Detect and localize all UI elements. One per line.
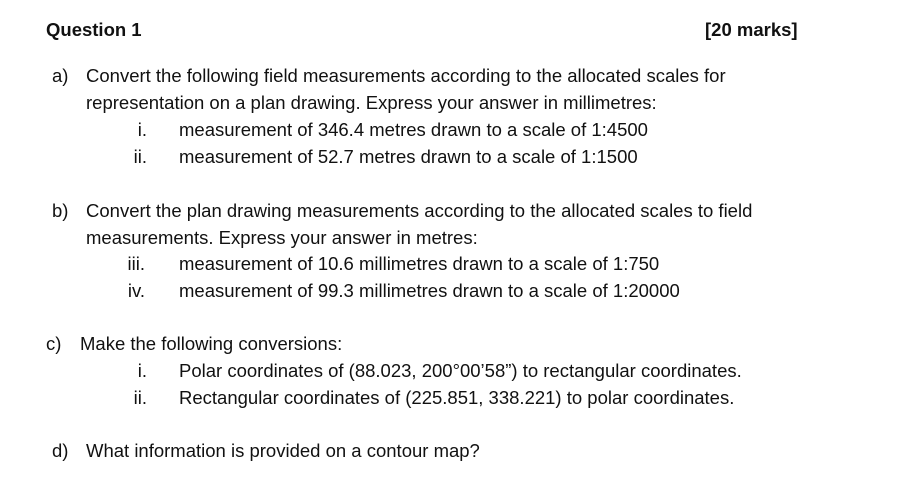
part-d-label: d) <box>52 440 69 461</box>
part-b-line-1: Convert the plan drawing measurements according to the allocated scales to field <box>86 200 753 221</box>
part-c-item-1-num: i. <box>137 360 147 381</box>
part-b-item-1-num: iii. <box>127 253 145 274</box>
part-a-item-2-text: measurement of 52.7 metres drawn to a scale of 1:1500 <box>179 146 638 167</box>
part-c-line-1: Make the following conversions: <box>80 333 343 354</box>
question-title: Question 1 <box>46 19 142 40</box>
part-b-line-2: measurements. Express your answer in metres: <box>86 227 478 248</box>
question-marks: [20 marks] <box>705 19 798 40</box>
part-c-item-2-text: Rectangular coordinates of (225.851, 338.221) to polar coordinates. <box>179 387 735 408</box>
part-a-item-1-num: i. <box>137 119 147 140</box>
part-a-line-2: representation on a plan drawing. Express your answer in millimetres: <box>86 92 657 113</box>
part-c-label: c) <box>46 333 62 354</box>
part-d-line-1: What information is provided on a contour map? <box>86 440 480 461</box>
part-b-item-1-text: measurement of 10.6 millimetres drawn to a scale of 1:750 <box>179 253 660 274</box>
part-a-label: a) <box>52 65 69 86</box>
part-a-item-2-num: ii. <box>133 146 147 167</box>
part-b-item-2-text: measurement of 99.3 millimetres drawn to a scale of 1:20000 <box>179 280 680 301</box>
part-a-item-1-text: measurement of 346.4 metres drawn to a scale of 1:4500 <box>179 119 648 140</box>
part-c-item-2-num: ii. <box>133 387 147 408</box>
part-c-item-1-text: Polar coordinates of (88.023, 200°00’58”) to rectangular coordinates. <box>179 360 742 381</box>
part-b-item-2-num: iv. <box>127 280 145 301</box>
part-b-label: b) <box>52 200 69 221</box>
part-a-line-1: Convert the following field measurements according to the allocated scales for <box>86 65 726 86</box>
